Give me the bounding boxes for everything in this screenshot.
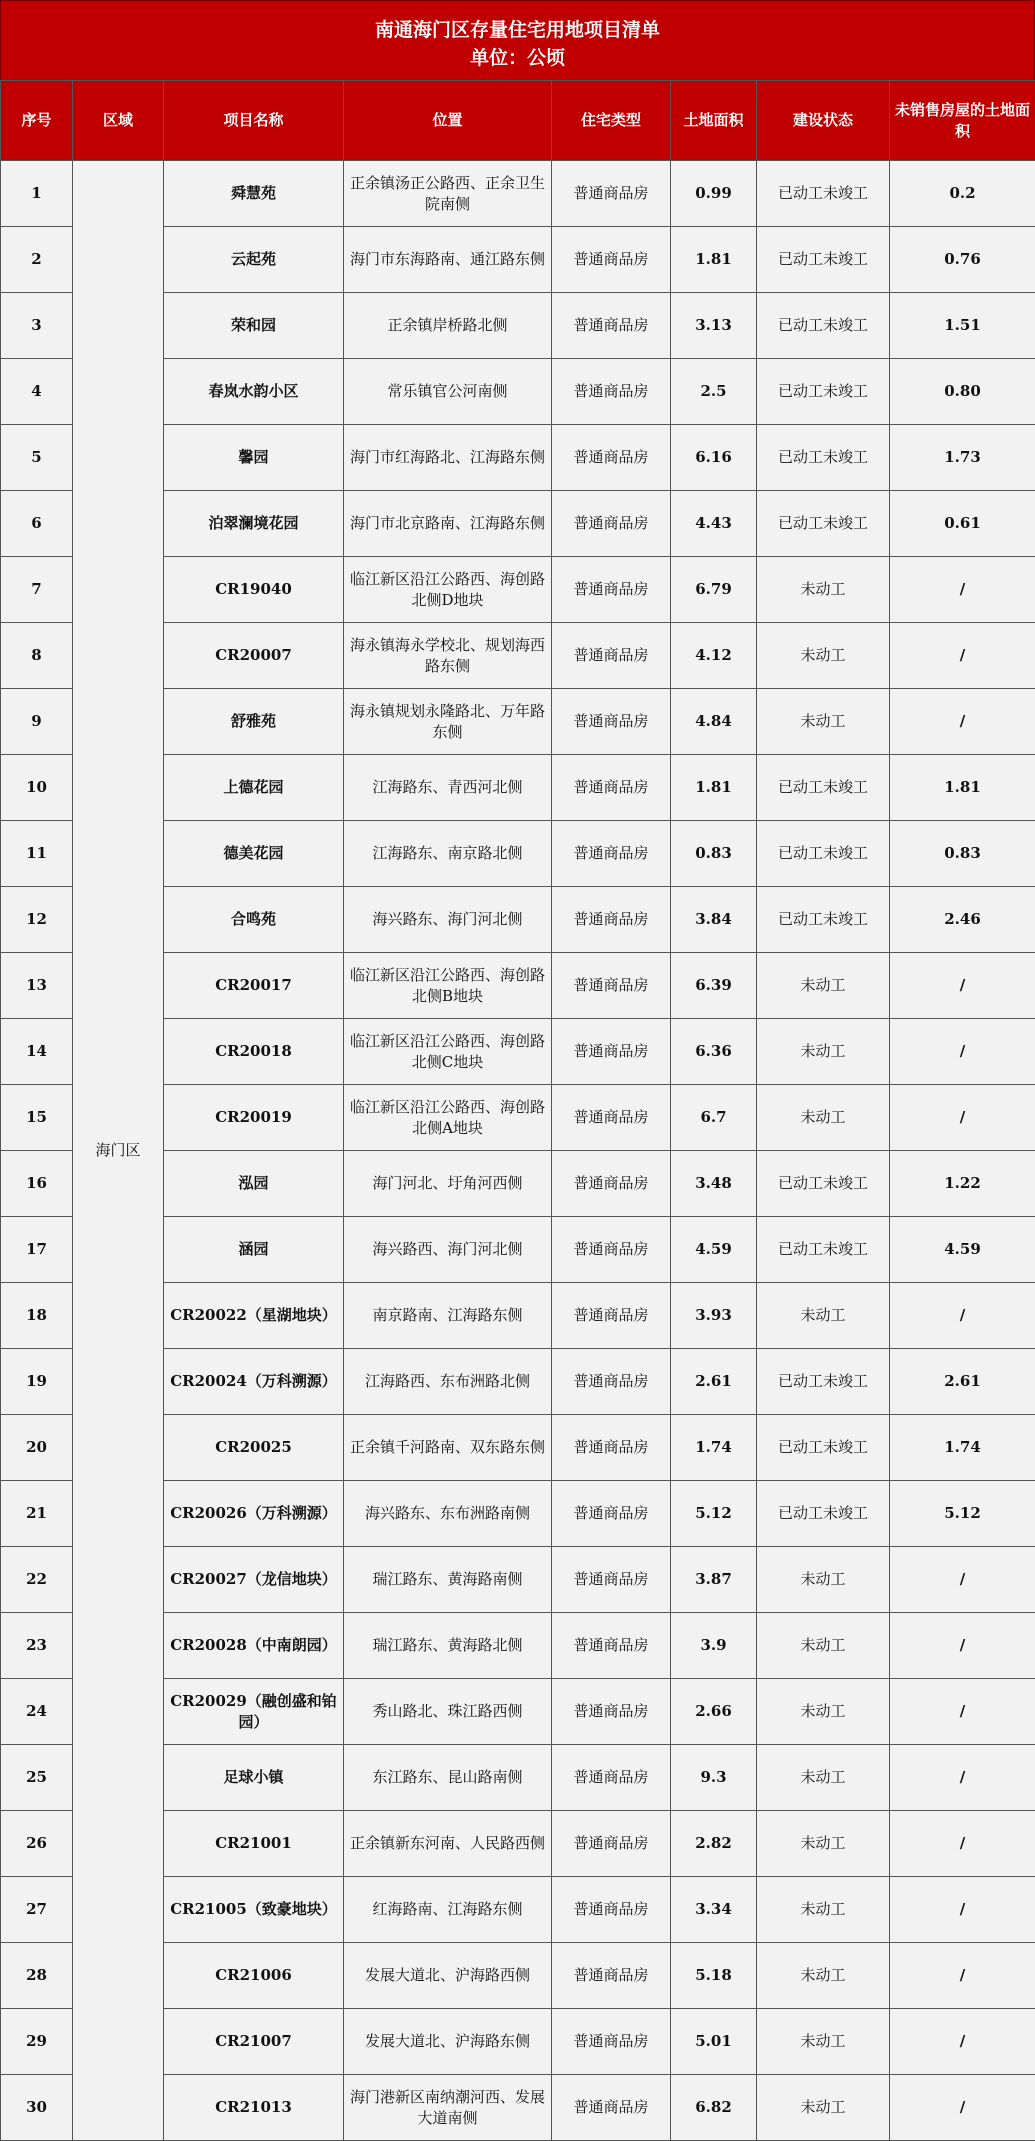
cell-housing-type: 普通商品房 bbox=[552, 1085, 671, 1151]
cell-land-area: 5.18 bbox=[671, 1943, 757, 2009]
cell-land-area: 1.81 bbox=[671, 227, 757, 293]
cell-project-name: 春岚水韵小区 bbox=[164, 359, 344, 425]
cell-land-area: 6.82 bbox=[671, 2075, 757, 2141]
cell-build-status: 未动工 bbox=[757, 1283, 890, 1349]
cell-no: 14 bbox=[1, 1019, 73, 1085]
cell-no: 17 bbox=[1, 1217, 73, 1283]
cell-project-name: 足球小镇 bbox=[164, 1745, 344, 1811]
cell-land-area: 4.43 bbox=[671, 491, 757, 557]
header-build-status: 建设状态 bbox=[757, 81, 890, 161]
cell-unsold-area: / bbox=[890, 1943, 1035, 2009]
cell-location: 常乐镇官公河南侧 bbox=[344, 359, 552, 425]
cell-project-name: CR20019 bbox=[164, 1085, 344, 1151]
cell-housing-type: 普通商品房 bbox=[552, 689, 671, 755]
cell-location: 东江路东、昆山路南侧 bbox=[344, 1745, 552, 1811]
header-land-area: 土地面积 bbox=[671, 81, 757, 161]
cell-land-area: 3.84 bbox=[671, 887, 757, 953]
cell-housing-type: 普通商品房 bbox=[552, 1877, 671, 1943]
cell-housing-type: 普通商品房 bbox=[552, 821, 671, 887]
cell-unsold-area: 5.12 bbox=[890, 1481, 1035, 1547]
cell-no: 30 bbox=[1, 2075, 73, 2141]
cell-location: 海门市红海路北、江海路东侧 bbox=[344, 425, 552, 491]
cell-land-area: 9.3 bbox=[671, 1745, 757, 1811]
cell-no: 4 bbox=[1, 359, 73, 425]
cell-location: 瑞江路东、黄海路北侧 bbox=[344, 1613, 552, 1679]
cell-land-area: 6.79 bbox=[671, 557, 757, 623]
cell-no: 24 bbox=[1, 1679, 73, 1745]
cell-unsold-area: / bbox=[890, 1745, 1035, 1811]
cell-housing-type: 普通商品房 bbox=[552, 1283, 671, 1349]
cell-location: 海永镇海永学校北、规划海西路东侧 bbox=[344, 623, 552, 689]
cell-project-name: CR20028（中南朗园） bbox=[164, 1613, 344, 1679]
cell-build-status: 已动工未竣工 bbox=[757, 359, 890, 425]
cell-build-status: 已动工未竣工 bbox=[757, 227, 890, 293]
cell-no: 28 bbox=[1, 1943, 73, 2009]
cell-location: 临江新区沿江公路西、海创路北侧C地块 bbox=[344, 1019, 552, 1085]
header-no: 序号 bbox=[1, 81, 73, 161]
cell-no: 23 bbox=[1, 1613, 73, 1679]
cell-build-status: 未动工 bbox=[757, 1547, 890, 1613]
cell-land-area: 2.82 bbox=[671, 1811, 757, 1877]
cell-land-area: 5.12 bbox=[671, 1481, 757, 1547]
land-project-table bbox=[0, 80, 1035, 2141]
cell-build-status: 未动工 bbox=[757, 1679, 890, 1745]
cell-housing-type: 普通商品房 bbox=[552, 623, 671, 689]
cell-location: 临江新区沿江公路西、海创路北侧A地块 bbox=[344, 1085, 552, 1151]
cell-unsold-area: 1.22 bbox=[890, 1151, 1035, 1217]
cell-project-name: CR21005（致豪地块） bbox=[164, 1877, 344, 1943]
cell-land-area: 3.13 bbox=[671, 293, 757, 359]
cell-build-status: 已动工未竣工 bbox=[757, 491, 890, 557]
cell-location: 发展大道北、沪海路西侧 bbox=[344, 1943, 552, 2009]
cell-no: 16 bbox=[1, 1151, 73, 1217]
cell-no: 20 bbox=[1, 1415, 73, 1481]
cell-land-area: 1.81 bbox=[671, 755, 757, 821]
cell-project-name: CR20024（万科溯源） bbox=[164, 1349, 344, 1415]
cell-no: 7 bbox=[1, 557, 73, 623]
header-location: 位置 bbox=[344, 81, 552, 161]
cell-unsold-area: / bbox=[890, 2075, 1035, 2141]
cell-build-status: 已动工未竣工 bbox=[757, 1349, 890, 1415]
cell-unsold-area: / bbox=[890, 1811, 1035, 1877]
cell-build-status: 已动工未竣工 bbox=[757, 425, 890, 491]
cell-build-status: 未动工 bbox=[757, 689, 890, 755]
cell-unsold-area: 0.2 bbox=[890, 161, 1035, 227]
cell-unsold-area: / bbox=[890, 623, 1035, 689]
cell-housing-type: 普通商品房 bbox=[552, 1217, 671, 1283]
cell-project-name: 泓园 bbox=[164, 1151, 344, 1217]
cell-no: 10 bbox=[1, 755, 73, 821]
cell-land-area: 1.74 bbox=[671, 1415, 757, 1481]
document-title: 南通海门区存量住宅用地项目清单 bbox=[374, 19, 660, 41]
cell-build-status: 未动工 bbox=[757, 1085, 890, 1151]
cell-build-status: 未动工 bbox=[757, 1877, 890, 1943]
cell-location: 江海路东、南京路北侧 bbox=[344, 821, 552, 887]
cell-build-status: 已动工未竣工 bbox=[757, 1481, 890, 1547]
cell-build-status: 未动工 bbox=[757, 1745, 890, 1811]
cell-build-status: 未动工 bbox=[757, 623, 890, 689]
cell-project-name: CR20029（融创盛和铂园） bbox=[164, 1679, 344, 1745]
cell-unsold-area: / bbox=[890, 689, 1035, 755]
cell-unsold-area: 1.81 bbox=[890, 755, 1035, 821]
header-unsold-area: 未销售房屋的土地面积 bbox=[890, 81, 1035, 161]
cell-location: 江海路西、东布洲路北侧 bbox=[344, 1349, 552, 1415]
cell-housing-type: 普通商品房 bbox=[552, 2075, 671, 2141]
cell-no: 8 bbox=[1, 623, 73, 689]
cell-build-status: 已动工未竣工 bbox=[757, 887, 890, 953]
cell-build-status: 未动工 bbox=[757, 2075, 890, 2141]
cell-project-name: CR21001 bbox=[164, 1811, 344, 1877]
cell-project-name: 馨园 bbox=[164, 425, 344, 491]
cell-build-status: 已动工未竣工 bbox=[757, 755, 890, 821]
cell-project-name: CR21013 bbox=[164, 2075, 344, 2141]
cell-project-name: CR21006 bbox=[164, 1943, 344, 2009]
cell-project-name: 上德花园 bbox=[164, 755, 344, 821]
cell-housing-type: 普通商品房 bbox=[552, 1415, 671, 1481]
cell-housing-type: 普通商品房 bbox=[552, 1613, 671, 1679]
cell-housing-type: 普通商品房 bbox=[552, 887, 671, 953]
cell-housing-type: 普通商品房 bbox=[552, 1745, 671, 1811]
cell-location: 正余镇新东河南、人民路西侧 bbox=[344, 1811, 552, 1877]
cell-build-status: 已动工未竣工 bbox=[757, 293, 890, 359]
cell-project-name: CR20018 bbox=[164, 1019, 344, 1085]
cell-no: 27 bbox=[1, 1877, 73, 1943]
cell-location: 海门市东海路南、通江路东侧 bbox=[344, 227, 552, 293]
cell-unsold-area: 1.51 bbox=[890, 293, 1035, 359]
cell-housing-type: 普通商品房 bbox=[552, 1811, 671, 1877]
cell-build-status: 未动工 bbox=[757, 1811, 890, 1877]
cell-land-area: 6.16 bbox=[671, 425, 757, 491]
cell-unsold-area: / bbox=[890, 953, 1035, 1019]
cell-location: 海门港新区南纳潮河西、发展大道南侧 bbox=[344, 2075, 552, 2141]
title-banner bbox=[0, 0, 1035, 81]
cell-project-name: CR21007 bbox=[164, 2009, 344, 2075]
cell-land-area: 2.66 bbox=[671, 1679, 757, 1745]
cell-land-area: 3.9 bbox=[671, 1613, 757, 1679]
cell-build-status: 已动工未竣工 bbox=[757, 821, 890, 887]
cell-land-area: 4.12 bbox=[671, 623, 757, 689]
cell-location: 正余镇千河路南、双东路东侧 bbox=[344, 1415, 552, 1481]
cell-housing-type: 普通商品房 bbox=[552, 161, 671, 227]
cell-housing-type: 普通商品房 bbox=[552, 227, 671, 293]
cell-housing-type: 普通商品房 bbox=[552, 491, 671, 557]
cell-build-status: 未动工 bbox=[757, 1943, 890, 2009]
cell-location: 海兴路东、东布洲路南侧 bbox=[344, 1481, 552, 1547]
cell-housing-type: 普通商品房 bbox=[552, 359, 671, 425]
cell-unsold-area: 0.61 bbox=[890, 491, 1035, 557]
cell-no: 3 bbox=[1, 293, 73, 359]
cell-location: 海兴路东、海门河北侧 bbox=[344, 887, 552, 953]
cell-unsold-area: 0.80 bbox=[890, 359, 1035, 425]
cell-project-name: CR20022（星湖地块） bbox=[164, 1283, 344, 1349]
cell-land-area: 0.99 bbox=[671, 161, 757, 227]
cell-build-status: 未动工 bbox=[757, 1019, 890, 1085]
cell-build-status: 已动工未竣工 bbox=[757, 1217, 890, 1283]
cell-project-name: CR20025 bbox=[164, 1415, 344, 1481]
cell-housing-type: 普通商品房 bbox=[552, 557, 671, 623]
cell-build-status: 未动工 bbox=[757, 1613, 890, 1679]
cell-housing-type: 普通商品房 bbox=[552, 293, 671, 359]
cell-project-name: CR20026（万科溯源） bbox=[164, 1481, 344, 1547]
cell-land-area: 3.34 bbox=[671, 1877, 757, 1943]
cell-unsold-area: / bbox=[890, 1085, 1035, 1151]
cell-no: 5 bbox=[1, 425, 73, 491]
cell-unsold-area: / bbox=[890, 1547, 1035, 1613]
cell-location: 海门市北京路南、江海路东侧 bbox=[344, 491, 552, 557]
cell-location: 海门河北、圩角河西侧 bbox=[344, 1151, 552, 1217]
unit-label: 单位：公顷 bbox=[469, 47, 565, 69]
cell-no: 12 bbox=[1, 887, 73, 953]
cell-housing-type: 普通商品房 bbox=[552, 953, 671, 1019]
cell-housing-type: 普通商品房 bbox=[552, 1019, 671, 1085]
cell-land-area: 6.36 bbox=[671, 1019, 757, 1085]
cell-project-name: 舜慧苑 bbox=[164, 161, 344, 227]
cell-project-name: CR20027（龙信地块） bbox=[164, 1547, 344, 1613]
cell-location: 正余镇岸桥路北侧 bbox=[344, 293, 552, 359]
cell-land-area: 4.59 bbox=[671, 1217, 757, 1283]
cell-no: 9 bbox=[1, 689, 73, 755]
cell-land-area: 0.83 bbox=[671, 821, 757, 887]
cell-no: 29 bbox=[1, 2009, 73, 2075]
cell-project-name: 舒雅苑 bbox=[164, 689, 344, 755]
cell-location: 海永镇规划永隆路北、万年路东侧 bbox=[344, 689, 552, 755]
cell-no: 25 bbox=[1, 1745, 73, 1811]
cell-unsold-area: 2.61 bbox=[890, 1349, 1035, 1415]
cell-unsold-area: / bbox=[890, 1019, 1035, 1085]
cell-project-name: 云起苑 bbox=[164, 227, 344, 293]
cell-project-name: CR19040 bbox=[164, 557, 344, 623]
cell-no: 21 bbox=[1, 1481, 73, 1547]
cell-project-name: 涵园 bbox=[164, 1217, 344, 1283]
cell-location: 江海路东、青西河北侧 bbox=[344, 755, 552, 821]
header-region: 区域 bbox=[73, 81, 164, 161]
cell-location: 红海路南、江海路东侧 bbox=[344, 1877, 552, 1943]
cell-no: 2 bbox=[1, 227, 73, 293]
cell-unsold-area: / bbox=[890, 1877, 1035, 1943]
cell-land-area: 4.84 bbox=[671, 689, 757, 755]
cell-land-area: 3.93 bbox=[671, 1283, 757, 1349]
cell-housing-type: 普通商品房 bbox=[552, 755, 671, 821]
cell-no: 18 bbox=[1, 1283, 73, 1349]
cell-land-area: 2.5 bbox=[671, 359, 757, 425]
cell-build-status: 未动工 bbox=[757, 2009, 890, 2075]
cell-land-area: 3.48 bbox=[671, 1151, 757, 1217]
cell-housing-type: 普通商品房 bbox=[552, 1547, 671, 1613]
table-row bbox=[1, 161, 1035, 227]
cell-unsold-area: / bbox=[890, 1679, 1035, 1745]
cell-no: 6 bbox=[1, 491, 73, 557]
cell-location: 秀山路北、珠江路西侧 bbox=[344, 1679, 552, 1745]
cell-unsold-area: 1.73 bbox=[890, 425, 1035, 491]
cell-unsold-area: 0.83 bbox=[890, 821, 1035, 887]
cell-unsold-area: / bbox=[890, 2009, 1035, 2075]
cell-no: 19 bbox=[1, 1349, 73, 1415]
cell-unsold-area: 0.76 bbox=[890, 227, 1035, 293]
cell-build-status: 已动工未竣工 bbox=[757, 161, 890, 227]
cell-no: 1 bbox=[1, 161, 73, 227]
cell-location: 临江新区沿江公路西、海创路北侧B地块 bbox=[344, 953, 552, 1019]
cell-no: 22 bbox=[1, 1547, 73, 1613]
cell-project-name: 德美花园 bbox=[164, 821, 344, 887]
cell-location: 发展大道北、沪海路东侧 bbox=[344, 2009, 552, 2075]
cell-unsold-area: / bbox=[890, 1283, 1035, 1349]
cell-no: 11 bbox=[1, 821, 73, 887]
cell-location: 临江新区沿江公路西、海创路北侧D地块 bbox=[344, 557, 552, 623]
cell-land-area: 2.61 bbox=[671, 1349, 757, 1415]
cell-build-status: 已动工未竣工 bbox=[757, 1151, 890, 1217]
cell-project-name: 合鸣苑 bbox=[164, 887, 344, 953]
cell-unsold-area: 1.74 bbox=[890, 1415, 1035, 1481]
cell-project-name: 荣和园 bbox=[164, 293, 344, 359]
cell-land-area: 6.39 bbox=[671, 953, 757, 1019]
cell-build-status: 已动工未竣工 bbox=[757, 1415, 890, 1481]
cell-project-name: 泊翠澜境花园 bbox=[164, 491, 344, 557]
cell-housing-type: 普通商品房 bbox=[552, 1151, 671, 1217]
cell-land-area: 6.7 bbox=[671, 1085, 757, 1151]
cell-unsold-area: 2.46 bbox=[890, 887, 1035, 953]
cell-housing-type: 普通商品房 bbox=[552, 1679, 671, 1745]
cell-no: 13 bbox=[1, 953, 73, 1019]
cell-land-area: 5.01 bbox=[671, 2009, 757, 2075]
cell-unsold-area: / bbox=[890, 557, 1035, 623]
cell-build-status: 未动工 bbox=[757, 557, 890, 623]
cell-no: 26 bbox=[1, 1811, 73, 1877]
cell-no: 15 bbox=[1, 1085, 73, 1151]
cell-location: 南京路南、江海路东侧 bbox=[344, 1283, 552, 1349]
cell-housing-type: 普通商品房 bbox=[552, 425, 671, 491]
table-body bbox=[1, 161, 1035, 2141]
cell-housing-type: 普通商品房 bbox=[552, 1349, 671, 1415]
cell-housing-type: 普通商品房 bbox=[552, 1943, 671, 2009]
cell-location: 瑞江路东、黄海路南侧 bbox=[344, 1547, 552, 1613]
table-header-row bbox=[1, 81, 1035, 161]
cell-housing-type: 普通商品房 bbox=[552, 1481, 671, 1547]
cell-project-name: CR20017 bbox=[164, 953, 344, 1019]
cell-location: 正余镇汤正公路西、正余卫生院南侧 bbox=[344, 161, 552, 227]
header-project-name: 项目名称 bbox=[164, 81, 344, 161]
header-housing-type: 住宅类型 bbox=[552, 81, 671, 161]
cell-region: 海门区 bbox=[73, 161, 164, 2141]
cell-project-name: CR20007 bbox=[164, 623, 344, 689]
cell-unsold-area: / bbox=[890, 1613, 1035, 1679]
cell-land-area: 3.87 bbox=[671, 1547, 757, 1613]
cell-housing-type: 普通商品房 bbox=[552, 2009, 671, 2075]
cell-location: 海兴路西、海门河北侧 bbox=[344, 1217, 552, 1283]
cell-build-status: 未动工 bbox=[757, 953, 890, 1019]
cell-unsold-area: 4.59 bbox=[890, 1217, 1035, 1283]
